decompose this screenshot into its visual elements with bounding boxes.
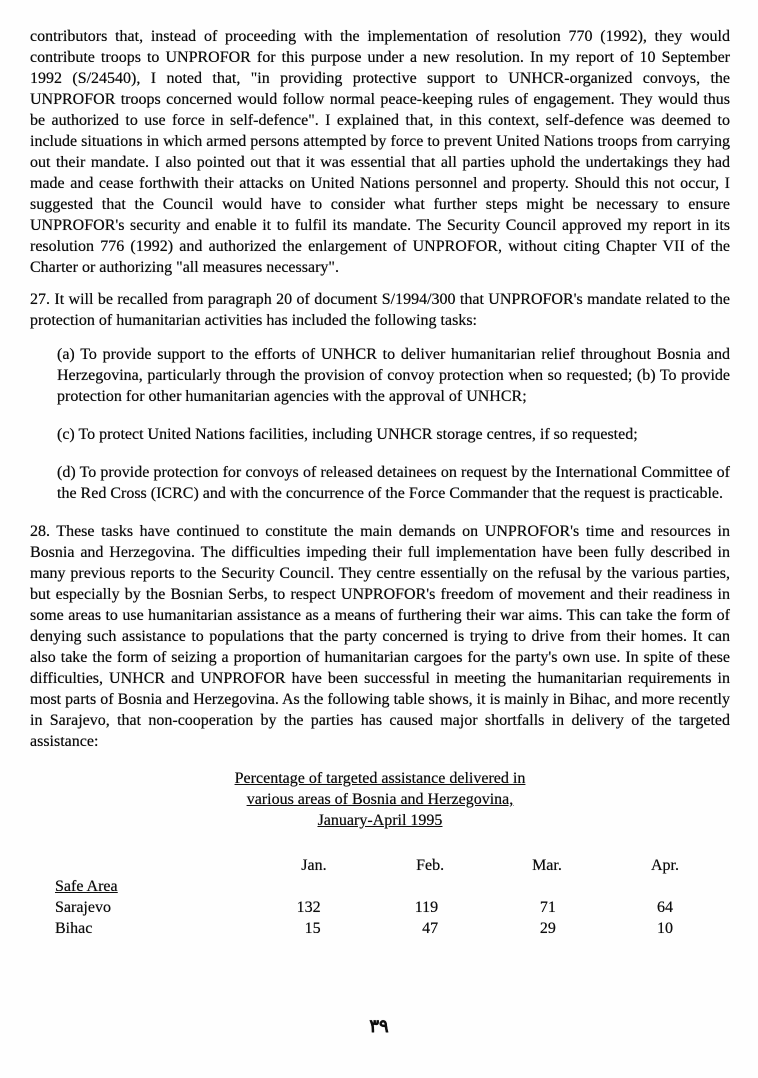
safe-area-label: Safe Area <box>55 878 118 895</box>
paragraph-continuation: contributors that, instead of proceeding with the implementation of resolution 770 (1992), they would contribute troops to UNPROFOR for this purpose under a new resolution. In my report of 10 September 1992 (S/24540), I noted that, "in providing protective support to UNHCR-organized convoys, the UNPROFOR troops concerned would follow normal peace-keeping rules of engagement. They would thus be authorized to use force in self-defence". I explained that, in this context, self-defence was deemed to include situations in which armed persons attempted by force to prevent United Nations troops from carrying out their mandate. I also pointed out that it was essential that all parties uphold the undertakings they had made and cease forthwith their attacks on United Nations personnel and property. Should this not occur, I suggested that the Council would have to consider what further steps might be necessary to ensure UNPROFOR's security and enable it to fulfil its mandate. The Security Council approved my report in its resolution 776 (1992) and authorized the enlargement of UNPROFOR, without citing Chapter VII of the Charter or authorizing "all measures necessary". <box>30 28 730 276</box>
cell-value: 64 <box>657 899 673 916</box>
cell-value: 119 <box>414 899 439 916</box>
column-header-mar: Mar. <box>532 857 562 874</box>
empty-cell <box>480 876 598 897</box>
empty-cell <box>598 876 715 897</box>
row-group-label <box>55 876 245 897</box>
table-header-row <box>55 855 715 876</box>
table-title-line-2: various areas of Bosnia and Herzegovina, <box>246 791 514 808</box>
table-title <box>30 768 730 831</box>
list-item-d: (d) To provide protection for convoys of released detainees on request by the International Committee of the Red Cross (ICRC) and with the concurrence of the Force Commander that the request is practicable. <box>57 464 730 502</box>
paragraph-27: 27. It will be recalled from paragraph 20 of document S/1994/300 that UNPROFOR's mandate related to the protection of humanitarian activities has included the following tasks: <box>30 291 730 329</box>
column-header-apr: Apr. <box>651 857 679 874</box>
column-header-feb: Feb. <box>416 857 445 874</box>
task-list <box>30 344 730 504</box>
page-number: ٣٩ <box>369 1016 389 1036</box>
empty-cell <box>363 876 481 897</box>
column-header-spacer <box>55 855 245 876</box>
table-title-line-3: January-April 1995 <box>317 812 443 829</box>
table-group-row <box>55 876 715 897</box>
empty-cell <box>245 876 363 897</box>
cell-value: 47 <box>422 920 439 937</box>
paragraph-28: 28. These tasks have continued to constitute the main demands on UNPROFOR's time and resources in Bosnia and Herzegovina. The difficulties impeding their full implementation have been fully described in many previous reports to the Security Council. They centre essentially on the refusal by the various parties, but especially by the Bosnian Serbs, to respect UNPROFOR's freedom of movement and their readiness in some areas to use humanitarian assistance as a means of furthering their war aims. This can take the form of denying such assistance to populations that the party concerned is trying to drive from their homes. It can also take the form of seizing a proportion of humanitarian cargoes for the party's own use. In spite of these difficulties, UNHCR and UNPROFOR have been successful in meeting the humanitarian requirements in most parts of Bosnia and Herzegovina. As the following table shows, it is mainly in Bihac, and more recently in Sarajevo, that non-cooperation by the parties has caused major shortfalls in delivery of the targeted assistance: <box>30 523 730 750</box>
cell-value: 10 <box>657 920 673 937</box>
assistance-table <box>55 855 715 939</box>
table-title-line-1: Percentage of targeted assistance delivered in <box>234 770 526 787</box>
cell-value: 132 <box>296 899 321 916</box>
column-header-jan: Jan. <box>301 857 327 874</box>
assistance-table-block <box>30 768 730 939</box>
table-row-sarajevo <box>55 897 715 918</box>
cell-value: 71 <box>539 899 556 916</box>
list-item-c: (c) To protect United Nations facilities, including UNHCR storage centres, if so requested; <box>57 426 638 443</box>
row-label: Sarajevo <box>55 899 111 916</box>
list-item-a-b: (a) To provide support to the efforts of UNHCR to deliver humanitarian relief throughout Bosnia and Herzegovina, particularly through the provision of convoy protection when so requested; (b) To provide protection for other humanitarian agencies with the approval of UNHCR; <box>57 346 730 405</box>
cell-value: 15 <box>304 920 321 937</box>
cell-value: 29 <box>539 920 556 937</box>
row-label: Bihac <box>55 920 93 937</box>
table-row-bihac <box>55 918 715 939</box>
